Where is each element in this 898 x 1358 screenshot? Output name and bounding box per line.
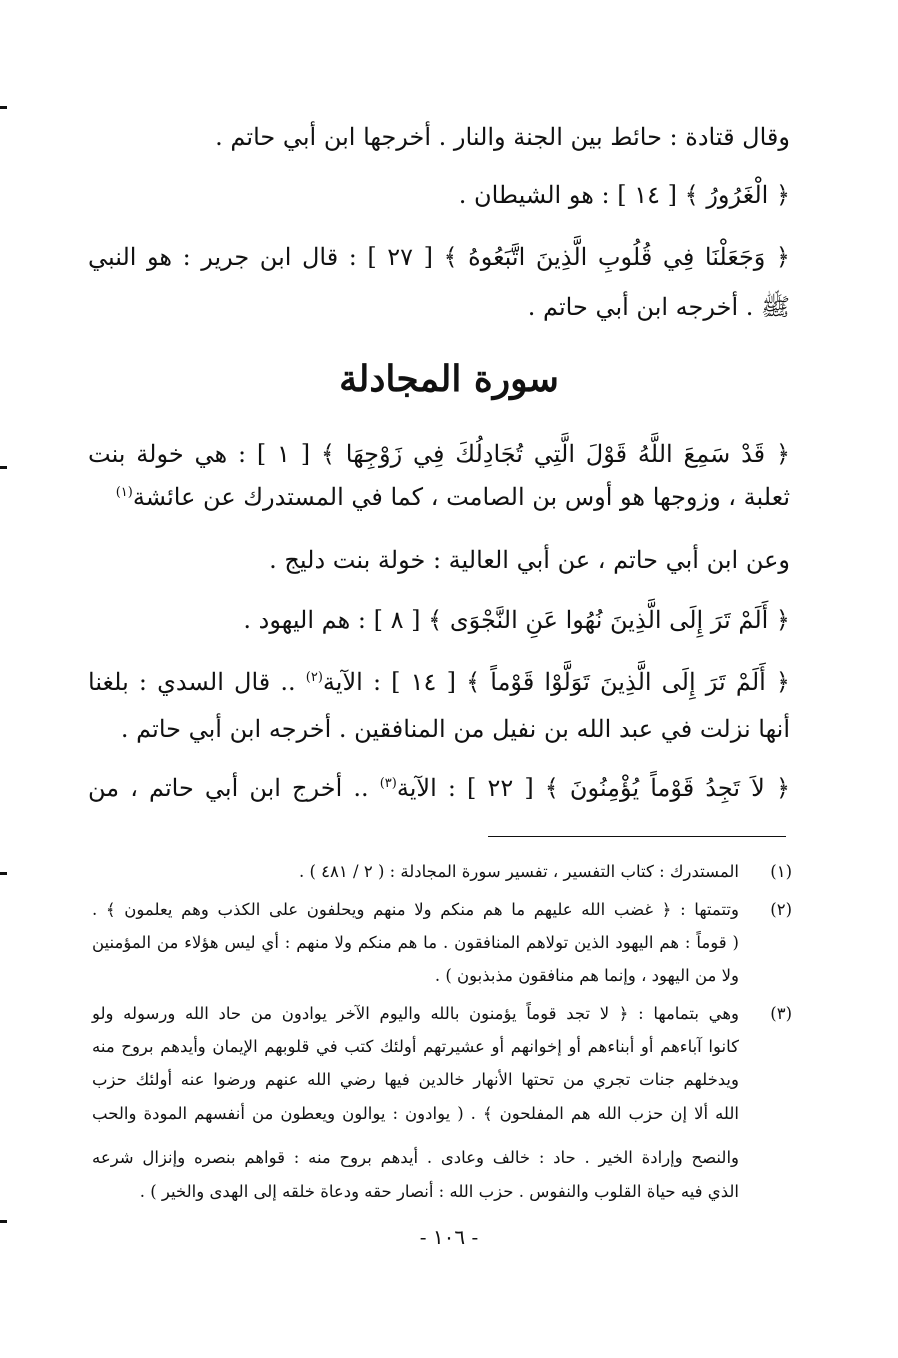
footnote-line: الله ألا إن حزب الله هم المفلحون ﴾ . ( يوادون : يوالون ويعطون من أنفسهم المودة والحب (92, 1104, 739, 1123)
footnote-line: ولا من اليهود ، وإنما هم منافقون مذبذبون ) . (434, 966, 739, 985)
text-span: ﴿ لاَ تَجِدُ قَوْماً يُؤْمِنُونَ ﴾ [ ٢٢ ] : الآية (396, 774, 791, 802)
footnote-number: (٣) (770, 1004, 792, 1023)
text-line: ﴿ الْغَرُورُ ﴾ [ ١٤ ] : هو الشيطان . (458, 181, 790, 209)
footnote-line: ويدخلهم جنات تجري من تحتها الأنهار خالدين فيها رضي الله عنهم ورضوا عنه أولئك حزب (92, 1070, 739, 1089)
footnote-ref: (٢) (305, 670, 323, 685)
footnote-line: كانوا آباءهم أو أبناءهم أو إخوانهم أو عشيرتهم أولئك كتب في قلوبهم الإيمان وأيدهم بروح منه (92, 1037, 739, 1056)
footnote-line: وهي بتمامها : ﴿ لا تجد قوماً يؤمنون بالله واليوم الآخر يوادون من حاد الله ورسوله ولو (92, 1004, 739, 1023)
text-span: .. أخرج ابن أبي حاتم ، من (88, 774, 380, 802)
text-line: وعن ابن أبي حاتم ، عن أبي العالية : خولة بنت دليج . (269, 546, 790, 574)
text-span: .. قال السدي : بلغنا (88, 668, 306, 696)
text-line: أنها نزلت في عبد الله بن نفيل من المنافقين . أخرجه ابن أبي حاتم . (120, 715, 790, 743)
text-line (88, 665, 790, 699)
footnote-line: وتتمتها : ﴿ غضب الله عليهم ما هم منكم ولا منهم ويحلفون على الكذب وهم يعلمون ﴾ . (92, 900, 739, 919)
footnote-ref: (١) (115, 485, 133, 500)
text-line (88, 480, 790, 514)
chapter-title: سورة المجادلة (339, 358, 559, 400)
page-number: - ١٠٦ - (419, 1225, 479, 1249)
footnote-ref: (٣) (379, 776, 397, 791)
text-span: ﴿ أَلَمْ تَرَ إِلَى الَّذِينَ تَوَلَّوْا قَوْماً ﴾ [ ١٤ ] : الآية (322, 668, 790, 696)
text-line: ﴿ قَدْ سَمِعَ اللَّهُ قَوْلَ الَّتِي تُجَادِلُكَ فِي زَوْجِهَا ﴾ [ ١ ] : هي خولة بنت (88, 440, 791, 468)
footnote-line: والنصح وإرادة الخير . حاد : خالف وعادى . أيدهم بروح منه : قواهم بنصره وإنزال شرعه (92, 1148, 739, 1167)
footnote-divider (488, 836, 786, 837)
footnote-number: (٢) (770, 900, 792, 919)
text-line: ﴿ وَجَعَلْنَا فِي قُلُوبِ الَّذِينَ اتَّبَعُوهُ ﴾ [ ٢٧ ] : قال ابن جرير : هو النبي (88, 243, 790, 271)
margin-mark (0, 872, 7, 875)
footnote-line: الذي فيه حياة القلوب والنفوس . حزب الله : أنصار حقه ودعاة خلقه إلى الهدى والخير ) . (139, 1182, 739, 1201)
footnote-number: (١) (770, 862, 792, 881)
text-line: ﷺ . أخرجه ابن أبي حاتم . (527, 293, 790, 321)
text-line: وقال قتادة : حائط بين الجنة والنار . أخرجها ابن أبي حاتم . (215, 123, 790, 151)
footnote-line: المستدرك : كتاب التفسير ، تفسير سورة المجادلة : ( ٢ / ٤٨١ ) . (299, 862, 739, 881)
text-line (88, 771, 790, 805)
text-line: ﴿ أَلَمْ تَرَ إِلَى الَّذِينَ نُهُوا عَنِ النَّجْوَى ﴾ [ ٨ ] : هم اليهود . (243, 606, 790, 634)
margin-mark (0, 106, 7, 109)
margin-mark (0, 466, 7, 469)
footnote-line: ( قوماً : هم اليهود الذين تولاهم المنافقون . ما هم منكم ولا منهم : أي ليس هؤلاء من المؤمنين (92, 933, 739, 952)
text-span: ثعلبة ، وزوجها هو أوس بن الصامت ، كما في المستدرك عن عائشة (132, 483, 790, 511)
